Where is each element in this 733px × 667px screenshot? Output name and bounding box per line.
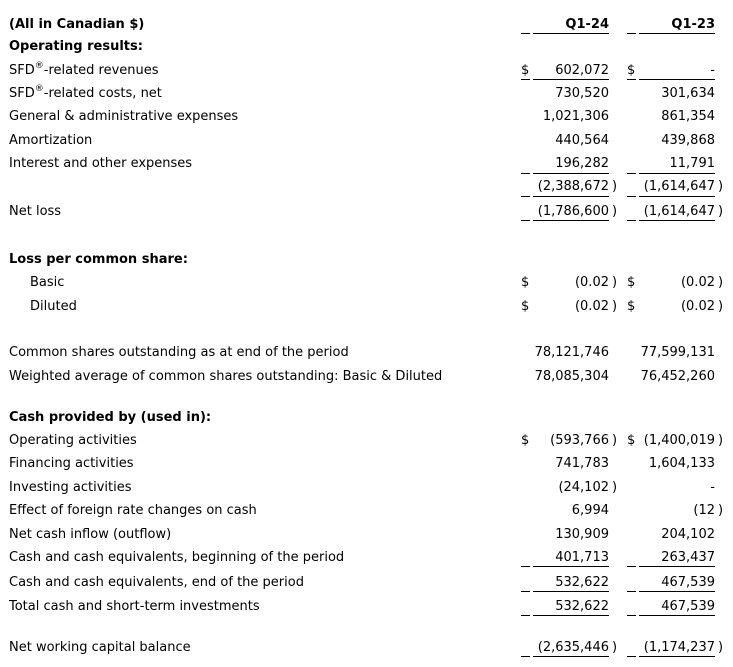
table-row xyxy=(0,273,733,293)
value-q1-24: (24,102 xyxy=(558,480,609,495)
closing-paren: ) xyxy=(718,299,724,314)
working-capital-row xyxy=(0,638,733,658)
rule xyxy=(533,615,609,616)
row-label: Interest and other expenses xyxy=(9,156,193,171)
table-row xyxy=(0,61,733,81)
rule xyxy=(533,173,609,174)
value-q1-23: 439,868 xyxy=(661,133,715,148)
value-q1-23: - xyxy=(710,480,715,495)
row-label: Net loss xyxy=(9,204,62,219)
rule xyxy=(521,566,530,567)
value-q1-24: 401,713 xyxy=(555,550,609,565)
rule xyxy=(639,33,715,34)
column-header-q1-23: Q1-23 xyxy=(671,17,715,32)
rule xyxy=(521,173,530,174)
table-row xyxy=(0,107,733,127)
subtotal-row xyxy=(0,177,733,197)
row-label: Financing activities xyxy=(9,456,134,471)
net-loss-row xyxy=(0,202,733,222)
section-title-operating xyxy=(0,37,733,57)
value-q1-24: (0.02 xyxy=(574,299,609,314)
currency-symbol: $ xyxy=(627,299,636,314)
closing-paren: ) xyxy=(612,299,618,314)
currency-symbol: $ xyxy=(627,433,636,448)
value-q1-23: (1,400,019 xyxy=(643,433,715,448)
column-header-q1-24: Q1-24 xyxy=(565,17,609,32)
value-q1-24: 741,783 xyxy=(555,456,609,471)
table-row xyxy=(0,478,733,498)
section-title: Operating results: xyxy=(9,39,143,54)
table-row xyxy=(0,431,733,451)
value-q1-23: (1,614,647 xyxy=(643,179,715,194)
rule xyxy=(521,656,530,657)
table-row xyxy=(0,454,733,474)
value-q1-23: 11,791 xyxy=(669,156,715,171)
section-title-cash xyxy=(0,408,733,428)
value-q1-24: 532,622 xyxy=(555,575,609,590)
value-q1-23: 861,354 xyxy=(661,109,715,124)
table-row xyxy=(0,367,733,387)
closing-paren: ) xyxy=(612,179,618,194)
rule xyxy=(627,173,636,174)
value-q1-24: 440,564 xyxy=(555,133,609,148)
rule xyxy=(639,79,715,80)
rule xyxy=(639,591,715,592)
table-row xyxy=(0,131,733,151)
currency-symbol: $ xyxy=(521,275,530,290)
closing-paren: ) xyxy=(612,433,618,448)
rule xyxy=(639,615,715,616)
rule xyxy=(639,173,715,174)
closing-paren: ) xyxy=(612,480,618,495)
value-q1-23: 467,539 xyxy=(661,599,715,614)
row-label: Investing activities xyxy=(9,480,132,495)
closing-paren: ) xyxy=(612,275,618,290)
row-label: Net cash inflow (outflow) xyxy=(9,527,172,542)
header-row xyxy=(0,15,733,35)
value-q1-24: 196,282 xyxy=(555,156,609,171)
value-q1-23: 301,634 xyxy=(661,86,715,101)
row-label: Total cash and short-term investments xyxy=(9,599,260,614)
rule xyxy=(533,33,609,34)
row-label: Net working capital balance xyxy=(9,640,191,655)
table-row xyxy=(0,525,733,545)
value-q1-23: 1,604,133 xyxy=(648,456,715,471)
section-title: Loss per common share: xyxy=(9,252,188,267)
table-row xyxy=(0,501,733,521)
closing-paren: ) xyxy=(612,640,618,655)
rule xyxy=(627,656,636,657)
rule xyxy=(521,615,530,616)
row-label: Effect of foreign rate changes on cash xyxy=(9,503,257,518)
rule xyxy=(639,196,715,197)
rule xyxy=(639,656,715,657)
row-label: SFD®-related revenues xyxy=(9,61,159,78)
table-row xyxy=(0,343,733,363)
value-q1-24: (1,786,600 xyxy=(537,204,609,219)
rule xyxy=(627,220,636,221)
value-q1-24: 130,909 xyxy=(555,527,609,542)
row-label: General & administrative expenses xyxy=(9,109,239,124)
value-q1-23: - xyxy=(710,63,715,78)
rule xyxy=(521,591,530,592)
value-q1-24: 78,121,746 xyxy=(534,345,609,360)
value-q1-23: 204,102 xyxy=(661,527,715,542)
value-q1-24: (2,635,446 xyxy=(537,640,609,655)
closing-paren: ) xyxy=(718,179,724,194)
value-q1-24: (2,388,672 xyxy=(537,179,609,194)
row-label: Cash and cash equivalents, beginning of the period xyxy=(9,550,345,565)
rule xyxy=(533,656,609,657)
value-q1-23: 467,539 xyxy=(661,575,715,590)
table-row xyxy=(0,597,733,617)
table-row xyxy=(0,84,733,104)
value-q1-23: (0.02 xyxy=(680,299,715,314)
row-label: Diluted xyxy=(30,299,77,314)
row-label: SFD®-related costs, net xyxy=(9,84,162,101)
table-row xyxy=(0,548,733,568)
currency-symbol: $ xyxy=(627,63,636,78)
table-row xyxy=(0,297,733,317)
currency-symbol: $ xyxy=(627,275,636,290)
value-q1-23: (0.02 xyxy=(680,275,715,290)
rule xyxy=(521,196,530,197)
closing-paren: ) xyxy=(612,204,618,219)
currency-symbol: $ xyxy=(521,299,530,314)
row-label: Operating activities xyxy=(9,433,137,448)
value-q1-23: (1,174,237 xyxy=(643,640,715,655)
value-q1-23: 76,452,260 xyxy=(640,369,715,384)
rule xyxy=(627,33,636,34)
value-q1-23: (12 xyxy=(693,503,715,518)
closing-paren: ) xyxy=(718,204,724,219)
currency-symbol: $ xyxy=(521,433,530,448)
closing-paren: ) xyxy=(718,433,724,448)
rule xyxy=(533,591,609,592)
closing-paren: ) xyxy=(718,275,724,290)
value-q1-24: 730,520 xyxy=(555,86,609,101)
rule xyxy=(533,566,609,567)
currency-note: (All in Canadian $) xyxy=(9,17,145,32)
rule xyxy=(627,79,636,80)
value-q1-23: 77,599,131 xyxy=(640,345,715,360)
rule xyxy=(639,220,715,221)
table-row xyxy=(0,154,733,174)
row-label: Amortization xyxy=(9,133,93,148)
closing-paren: ) xyxy=(718,640,724,655)
rule xyxy=(639,566,715,567)
closing-paren: ) xyxy=(718,503,724,518)
rule xyxy=(627,615,636,616)
rule xyxy=(627,566,636,567)
rule xyxy=(521,33,530,34)
rule xyxy=(521,79,530,80)
value-q1-23: 263,437 xyxy=(661,550,715,565)
value-q1-24: 602,072 xyxy=(555,63,609,78)
value-q1-24: (0.02 xyxy=(574,275,609,290)
row-label: Cash and cash equivalents, end of the period xyxy=(9,575,304,590)
value-q1-24: 532,622 xyxy=(555,599,609,614)
rule xyxy=(627,591,636,592)
section-title-loss-per-share xyxy=(0,250,733,270)
value-q1-24: 6,994 xyxy=(571,503,609,518)
value-q1-23: (1,614,647 xyxy=(643,204,715,219)
value-q1-24: 78,085,304 xyxy=(534,369,609,384)
row-label: Weighted average of common shares outstanding: Basic & Diluted xyxy=(9,369,443,384)
row-label: Common shares outstanding as at end of the period xyxy=(9,345,349,360)
section-title: Cash provided by (used in): xyxy=(9,410,212,425)
rule xyxy=(533,220,609,221)
value-q1-24: (593,766 xyxy=(550,433,609,448)
rule xyxy=(627,196,636,197)
rule xyxy=(521,220,530,221)
value-q1-24: 1,021,306 xyxy=(542,109,609,124)
rule xyxy=(533,79,609,80)
table-row xyxy=(0,573,733,593)
currency-symbol: $ xyxy=(521,63,530,78)
row-label: Basic xyxy=(30,275,65,290)
rule xyxy=(533,196,609,197)
